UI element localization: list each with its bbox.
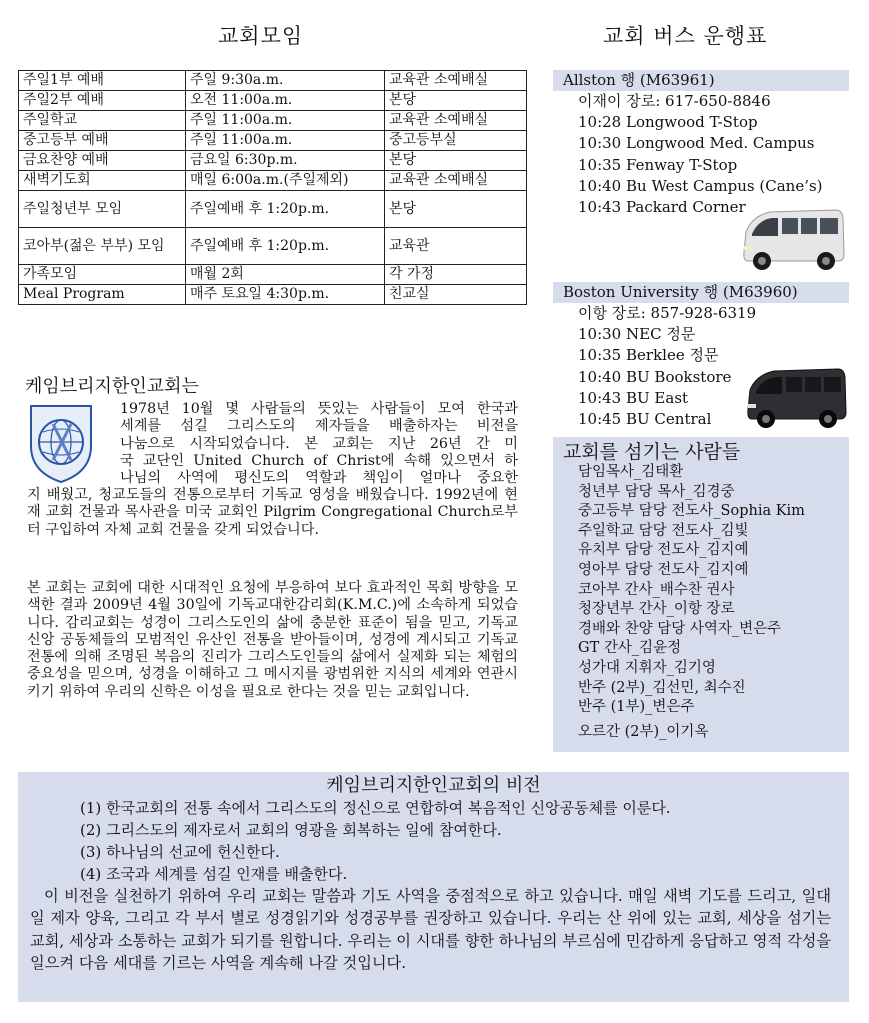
bus-contact: 이항 장로: 857-928-6319 — [578, 304, 757, 322]
vision-item: (4) 조국과 세계를 섬길 인재를 배출한다. — [80, 865, 348, 883]
meeting-place-cell: 친교실 — [385, 285, 527, 305]
meeting-name-cell: 주일2부 예배 — [19, 91, 186, 111]
vision-item: (2) 그리스도의 제자로서 교회의 영광을 회복하는 일에 참여한다. — [80, 821, 502, 839]
bus-stop-item: 10:45 BU Central — [578, 410, 712, 429]
meeting-name-cell: 금요찬양 예배 — [19, 151, 186, 171]
meeting-place-cell: 교육관 소예배실 — [385, 111, 527, 131]
meeting-time-cell: 금요일 6:30p.m. — [186, 151, 385, 171]
meeting-name-cell: 새벽기도회 — [19, 171, 186, 191]
server-item: GT 간사_김윤정 — [578, 640, 682, 657]
vision-item: (3) 하나님의 선교에 헌신한다. — [80, 843, 280, 861]
server-item: 주일학교 담당 전도사_김빛 — [578, 522, 749, 539]
meeting-place-cell: 교육관 소예배실 — [385, 71, 527, 91]
bus-stop-item: 10:30 Longwood Med. Campus — [578, 134, 815, 153]
meeting-name-cell: 코아부(젊은 부부) 모임 — [19, 228, 186, 265]
server-item: 중고등부 담당 전도사_Sophia Kim — [578, 503, 805, 520]
meeting-place-cell: 교육관 소예배실 — [385, 171, 527, 191]
meeting-name-cell: 주일1부 예배 — [19, 71, 186, 91]
table-row — [19, 171, 527, 191]
bus-stop-item: 10:35 Fenway T-Stop — [578, 155, 738, 174]
server-item: 반주 (1부)_변은주 — [578, 699, 695, 716]
meeting-time-cell: 매일 6:00a.m.(주일제외) — [186, 171, 385, 191]
table-row — [19, 151, 527, 171]
table-row — [19, 191, 527, 228]
meeting-time-cell: 주일예배 후 1:20p.m. — [186, 191, 385, 228]
meeting-place-cell: 본당 — [385, 91, 527, 111]
bus-title: 교회 버스 운행표 — [603, 24, 768, 48]
bus-route-header: Boston University 행 (M63960) — [553, 282, 849, 303]
intro-title: 케임브리지한인교회는 — [25, 376, 199, 397]
servers-panel — [553, 437, 849, 752]
server-item: 코아부 간사_배수찬 권사 — [578, 581, 735, 598]
meeting-time-cell: 주일 11:00a.m. — [186, 111, 385, 131]
bus-stop-item: 10:43 Packard Corner — [578, 198, 746, 217]
server-item: 오르간 (2부)_이기옥 — [578, 723, 709, 740]
server-item: 청년부 담당 목사_김경중 — [578, 483, 735, 500]
meeting-time-cell: 오전 11:00a.m. — [186, 91, 385, 111]
intro-p1-lines — [120, 401, 518, 487]
intro-p1-rest: 지 배웠고, 청교도들의 전통으로부터 기독교 영성을 배웠습니다. 1992년에 현재 교회 건물과 목사관을 미국 교회인 Pilgrim Congregational Church로부터 구입하여 자체 교회 건물을 갖게 되었습니다. — [27, 487, 518, 538]
bus-route-header: Allston 행 (M63961) — [553, 70, 849, 91]
meeting-time-cell: 주일 11:00a.m. — [186, 131, 385, 151]
table-row — [19, 228, 527, 265]
vision-panel — [18, 772, 849, 1002]
meetings-table — [18, 70, 527, 305]
meetings-title: 교회모임 — [218, 24, 304, 48]
meeting-name-cell: 주일학교 — [19, 111, 186, 131]
bus-stop-item: 10:30 NEC 정문 — [578, 325, 696, 344]
bus-stop-item: 10:28 Longwood T-Stop — [578, 113, 758, 132]
table-row — [19, 111, 527, 131]
meeting-name-cell: 중고등부 예배 — [19, 131, 186, 151]
vision-title: 케임브리지한인교회의 비전 — [326, 775, 541, 796]
server-item: 담임목사_김태환 — [578, 464, 684, 480]
server-item: 영아부 담당 전도사_김지예 — [578, 561, 749, 578]
bus-stop-item: 10:40 BU Bookstore — [578, 367, 732, 386]
servers-title: 교회를 섬기는 사람들 — [563, 441, 741, 463]
meeting-time-cell: 주일예배 후 1:20p.m. — [186, 228, 385, 265]
meeting-time-cell: 매주 토요일 4:30p.m. — [186, 285, 385, 305]
meeting-name-cell: Meal Program — [19, 285, 186, 305]
bus-stop-item: 10:35 Berklee 정문 — [578, 346, 719, 365]
van-black-image — [742, 366, 848, 432]
vision-item: (1) 한국교회의 전통 속에서 그리스도의 정신으로 연합하여 복음적인 신앙공동체를 이룬다. — [80, 799, 671, 817]
intro-line: 1978년 10월 몇 사람들의 뜻있는 사람들이 모여 한국과 — [120, 401, 518, 417]
meeting-time-cell: 매월 2회 — [186, 265, 385, 285]
server-item: 반주 (2부)_김선민, 최수진 — [578, 679, 746, 696]
bus-stop-item: 10:43 BU East — [578, 388, 689, 407]
server-item: 경배와 찬양 담당 사역자_변은주 — [578, 620, 782, 637]
table-row — [19, 285, 527, 305]
meeting-name-cell: 가족모임 — [19, 265, 186, 285]
table-row — [19, 131, 527, 151]
van-white-image — [738, 206, 846, 274]
bus-route-allston — [553, 70, 849, 218]
intro-line: 나눔으로 시작되었습니다. 본 교회는 지난 26년 간 미 — [120, 435, 518, 452]
bus-stop-item: 10:40 Bu West Campus (Cane’s) — [578, 176, 823, 195]
meeting-time-cell: 주일 9:30a.m. — [186, 71, 385, 91]
server-item: 유치부 담당 전도사_김지예 — [578, 542, 749, 559]
server-item: 성가대 지휘자_김기영 — [578, 659, 716, 676]
intro-p2: 본 교회는 교회에 대한 시대적인 요청에 부응하여 보다 효과적인 목회 방향을 모색한 결과 2009년 4월 30일에 기독교대한감리회(K.M.C.)에 소속하게 되었습니다. 감리교회는 성경이 그리스도인의 삶에 충분한 표준이 됨을 믿고, 기독교 신앙 공동체들의 모범적인 유산인 전통을 받아들이며, 성경에 계시되고 기독교 전통에 의해 조명된 복음의 진리가 그리스도인들의 삶에서 실제화 되는 체험의 중요성을 믿으며, 성경을 이해하고 그 메시지를 광범위한 지식의 세계와 연관시키기 위하여 우리의 신학은 이성을 필요로 한다는 것을 믿는 교회입니다. — [27, 580, 518, 700]
meeting-place-cell: 교육관 — [385, 228, 527, 265]
meeting-name-cell: 주일청년부 모임 — [19, 191, 186, 228]
meeting-place-cell: 본당 — [385, 191, 527, 228]
meeting-place-cell: 각 가정 — [385, 265, 527, 285]
church-emblem-icon — [27, 402, 95, 484]
intro-line: 세계를 섬길 그리스도의 제자들을 배출하자는 비전을 — [120, 418, 518, 435]
intro-line: 나님의 사역에 평신도의 역할과 책임이 얼마나 중요한 — [120, 470, 518, 487]
table-row — [19, 265, 527, 285]
server-item: 청장년부 간사_이항 장로 — [578, 601, 735, 618]
bus-contact: 이재이 장로: 617-650-8846 — [578, 92, 771, 110]
intro-line: 국 교단인 United Church of Christ에 속해 있으면서 하 — [120, 452, 518, 469]
meeting-place-cell: 본당 — [385, 151, 527, 171]
table-row — [19, 71, 527, 91]
meeting-place-cell: 중고등부실 — [385, 131, 527, 151]
table-row — [19, 91, 527, 111]
vision-paragraph: 이 비전을 실천하기 위하여 우리 교회는 말씀과 기도 사역을 중점적으로 하고 있습니다. 매일 새벽 기도를 드리고, 일대일 제자 양육, 그리고 각 부서 별로 성경읽기와 성경공부를 권장하고 있습니다. 우리는 산 위에 있는 교회, 세상을 섬기는 교회, 세상과 소통하는 교회가 되기를 원합니다. 우리는 이 시대를 향한 하나님의 부르심에 민감하게 응답하고 영적 각성을 일으켜 다음 세대를 기르는 사역을 계속해 나갈 것입니다. — [30, 887, 831, 973]
